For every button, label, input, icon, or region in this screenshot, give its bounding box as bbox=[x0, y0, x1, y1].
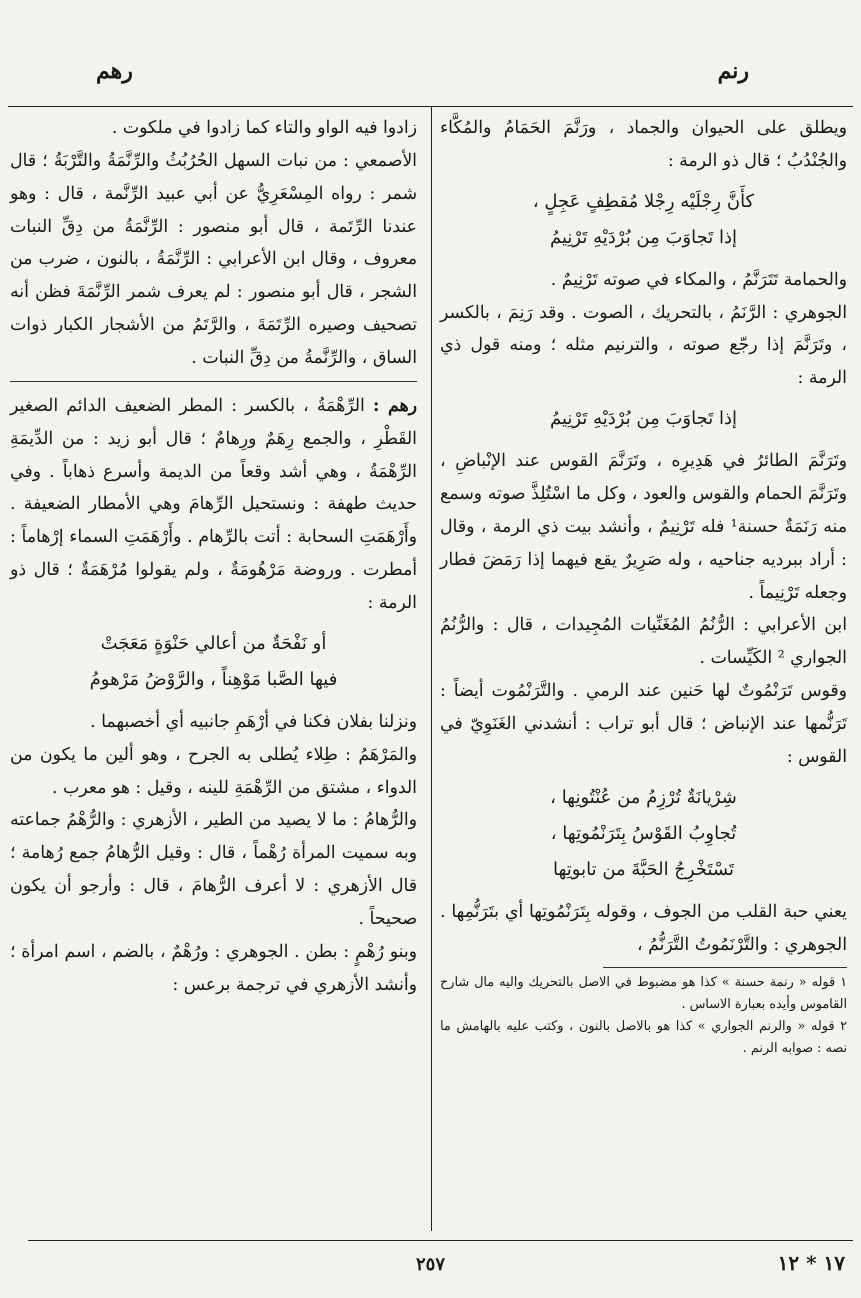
footnote: ٢ قوله « والرنم الجواري » كذا هو بالاصل بالنون ، وكتب عليه بالهامش ما نصه : صوابه الرنم . bbox=[440, 1018, 847, 1056]
column-divider bbox=[431, 106, 432, 1231]
verse-line: إذا تَجاوَبَ مِن بُرْدَيْهِ تَرْنِيمُ bbox=[550, 226, 737, 248]
footnote-rule bbox=[603, 967, 847, 968]
paragraph: زادوا فيه الواو والتاء كما زادوا في ملكوت . bbox=[111, 118, 417, 138]
paragraph: والمَرْهَمُ : طِلاء يُطلى به الجرح ، وهو ألين ما يكون من الدواء ، مشتق من الرِّهْمَةِ للينه ، وقيل : هو معرب . bbox=[10, 744, 417, 798]
entry-headword: رهم : bbox=[372, 395, 417, 416]
paragraph: ويطلق على الحيوان والجماد ، ورَنَّمَ الحَمَامُ والمُكَّاء والجُنْدُبُ ؛ قال ذو الرمة : bbox=[440, 118, 847, 171]
paragraph: وقوس تَرَنْمُوتٌ لها حَنين عند الرمي . والتَّرَنْمُوت أيضاً : تَرَنُّمها عند الإنباض ؛ قال أبو تراب : أنشدني الغَنَوِيّ في القوس : bbox=[440, 681, 847, 767]
verse-line: تُجاوِبُ القَوْسُ بِتَرَنْمُوتِها ، bbox=[550, 822, 737, 844]
paragraph: الأصمعي : من نبات السهل الحُرُبُثُ والرِّنَّمَةُ والتَّرْبَةُ ؛ قال شمر : رواه المِسْعَرِيُّ عن أبي عبيد الرِّنَّمة ، قال : وهو عندنا الرِّتَمة ، قال أبو منصور : الرِّنَّمَةُ من دِقِّ النبات معروف ، وقال ابن الأعرابي : الرِّنَّمَةُ ، بالنون ، ضرب من الشجر ، قال أبو منصور : لم يعرف شمر الرِّنَّمَةَ فظن أنه تصحيف وصيره الرِّتَمَةَ ، والرَّتَمُ من الأشجار الكبار ذوات الساق ، والرِّنَّمةُ من دِقِّ النبات . bbox=[10, 150, 417, 369]
paragraph: ابن الأعرابي : الرُّنُمُ المُغَنِّيات المُجِيدات ، قال : والرُّنُمُ الجواري ² الكَيِّسات . bbox=[440, 615, 847, 669]
right-running-head: رنم bbox=[717, 58, 749, 84]
paragraph: وبنو رُهْمٍ : بطن . الجوهري : ورُهْمٌ ، بالضم ، اسم امرأة ؛ وأنشد الأزهري في ترجمة برعس : bbox=[10, 941, 417, 995]
verse-line: فيها الصَّبا مَوْهِناً ، والرَّوْضُ مَرْهومُ bbox=[89, 668, 338, 690]
paragraph: والرُّهامُ : ما لا يصيد من الطير ، الأزهري : والرُّهْمُ جماعته وبه سميت المرأة رُهْماً ، قال : وقيل الرُّهامُ جمع رُهامة ؛ قال الأزهري : لا أعرف الرُّهامَ ، قال : وأرجو أن يكون صحيحاً . bbox=[10, 810, 417, 930]
paragraph: وتَرَنَّمَ الطائرُ في هَدِيرِه ، وتَرَنَّمَ القوس عند الإنْباضِ ، وتَرَنَّمَ الحمام والقوس والعود ، وكل ما اسْتُلِذَّ صوته وسمع منه رَنَمَةٌ حسنة¹ فله تَرْنِيمٌ ، وأنشد بيت ذي الرمة ، وقال : أراد ببرديه جناحيه ، وله صَرِيرٌ يقع فيهما إذا رَمَضَ فطار وجعله تَرْنِيماً . bbox=[440, 451, 848, 603]
verse-line: إذا تَجاوَبَ مِن بُرْدَيْهِ تَرْنِيمُ bbox=[550, 408, 737, 430]
entry-separator bbox=[10, 381, 417, 382]
verse-block bbox=[10, 626, 417, 698]
footnote: ١ قوله « رنمة حسنة » كذا هو مضبوط في الاصل بالتحريك واليه مال شارح القاموس وأيده بعبارة الاساس . bbox=[440, 975, 847, 1013]
verse-block bbox=[440, 401, 847, 437]
verse-line: شِرْيانَةٌ تُرْزِمُ من عُنْتُونِها ، bbox=[550, 786, 737, 808]
verse-line: تَسْتَخْرِجُ الحَبَّةَ من تابوتِها bbox=[553, 858, 734, 880]
verse-line: أو نَفْحَةٌ من أعالي حَنْوَةٍ مَعَجَتْ bbox=[100, 632, 327, 654]
paragraph: يعني حبة القلب من الجوف ، وقوله بِتَرَنْمُوتِها أي بتَرَنُّمِها . الجوهري : والتَّرْنَمُوتُ التَّرَنُّمُ ، bbox=[440, 901, 847, 955]
verse-block bbox=[440, 184, 847, 256]
signature-mark: ١٧ * ١٢ bbox=[777, 1251, 845, 1275]
paragraph: والحمامة تَتَرَنَّمُ ، والمكاء في صوته تَرْنِيمٌ . bbox=[550, 269, 847, 290]
verse-block bbox=[440, 780, 847, 888]
left-running-head: رهم bbox=[96, 58, 133, 84]
footer-rule bbox=[28, 1240, 853, 1241]
paragraph: ونزلنا بفلان فكنا في أرْهَمِ جانبيه أي أخصبهما . bbox=[90, 711, 417, 732]
paragraph: الجوهري : الرَّنَمُ ، بالتحريك ، الصوت . وقد رَنِمَ ، بالكسر ، وتَرَنَّمَ إذا رجّع صوته ، والترنيم مثله ؛ ومنه قول ذي الرمة : bbox=[440, 302, 847, 389]
page-number: ٢٥٧ bbox=[415, 1254, 445, 1275]
entry-text: الرِّهْمَةُ ، بالكسر : المطر الضعيف الدائم الصغير القَطْرِ ، والجمع رِهَمٌ ورِهامٌ ؛ قال أبو زيد : من الدِّيمَةِ الرِّهْمَةُ ، وهي أشد وقعاً من الديمة وأسرع ذهاباً . وفي حديث طهفة : ونستحيل الرِّهامَ وهي الأمطار الضعيفة . وأَرْهَمَتِ السحابة : أتت بالرِّهام . وأَرْهَمَتِ السماء إرْهاماً : أمطرت . وروضة مَرْهُومَةٌ ، ولم يقولوا مُرْهَمَةٌ ؛ قال ذو الرمة : bbox=[10, 395, 417, 614]
paragraph bbox=[10, 390, 417, 620]
right-column bbox=[440, 112, 847, 1059]
left-column bbox=[10, 112, 417, 1002]
verse-line: كأَنَّ رِجْلَيْه رِجْلا مُقطِفٍ عَجِلٍ ، bbox=[532, 190, 755, 212]
